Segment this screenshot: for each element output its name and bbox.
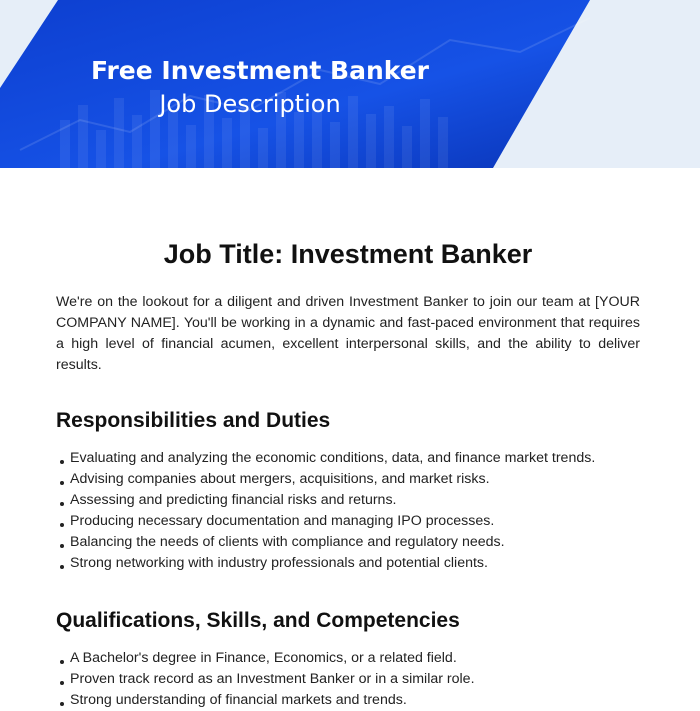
list-item: Producing necessary documentation and managing IPO processes. [56, 511, 640, 532]
list-item: Advising companies about mergers, acquisitions, and market risks. [56, 469, 640, 490]
list-item: Evaluating and analyzing the economic conditions, data, and finance market trends. [56, 448, 640, 469]
header-title: Free Investment Banker [90, 56, 430, 85]
section-title-qualifications: Qualifications, Skills, and Competencies [56, 609, 460, 632]
qualifications-list [56, 648, 640, 711]
intro-paragraph: We're on the lookout for a diligent and driven Investment Banker to join our team at [YOUR COMPANY NAME]. You'll be working in a dynamic and fast-paced environment that requires a high level of financial acumen, excellent interpersonal skills, and the ability to deliver results. [56, 294, 640, 373]
list-item: A Bachelor's degree in Finance, Economics, or a related field. [56, 648, 640, 669]
list-item: Strong understanding of financial markets and trends. [56, 690, 640, 711]
section-title-responsibilities: Responsibilities and Duties [56, 409, 331, 432]
list-item: Proven track record as an Investment Banker or in a similar role. [56, 669, 640, 690]
list-item: Balancing the needs of clients with compliance and regulatory needs. [56, 532, 640, 553]
document-body [56, 236, 640, 711]
list-item: Assessing and predicting financial risks and returns. [56, 490, 640, 511]
responsibilities-list [56, 448, 640, 574]
header-subtitle: Job Description [159, 90, 341, 118]
job-title: Job Title: Investment Banker [163, 239, 533, 269]
header-banner [0, 0, 700, 168]
list-item: Strong networking with industry professionals and potential clients. [56, 553, 640, 574]
